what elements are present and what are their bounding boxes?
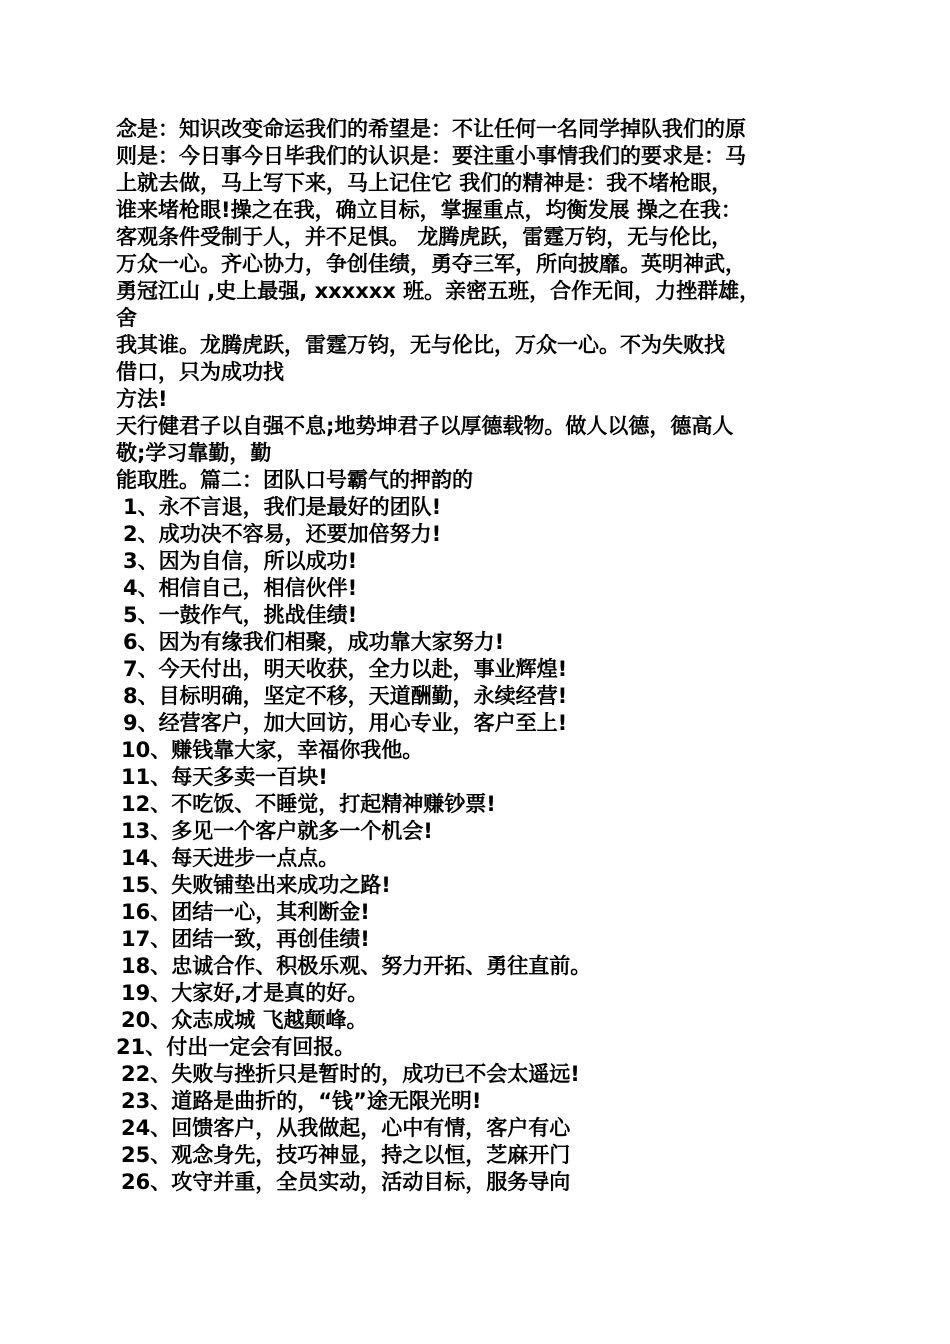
text-line: 客观条件受制于人，并不足惧。 龙腾虎跃，雷霆万钧，无与伦比， xyxy=(116,225,733,249)
text-line: 万众一心。齐心协力，争创佳绩，勇夺三军，所向披靡。英明神武， xyxy=(116,252,746,276)
text-line: 敬;学习靠勤，勤 xyxy=(116,441,272,465)
list-item: 24、回馈客户，从我做起，心中有情，客户有心 xyxy=(121,1116,571,1140)
text-line: 天行健君子以自强不息;地势坤君子以厚德载物。做人以德，德高人 xyxy=(116,414,734,438)
list-item: 13、多见一个客户就多一个机会! xyxy=(121,819,433,843)
list-item: 11、每天多卖一百块! xyxy=(121,765,328,789)
list-item: 8、目标明确，坚定不移，天道酬勤，永续经营! xyxy=(123,684,568,708)
list-item: 21、付出一定会有回报。 xyxy=(116,1035,356,1059)
list-item: 19、大家好,才是真的好。 xyxy=(121,981,369,1005)
text-line: 上就去做，马上写下来，马上记住它 我们的精神是：我不堵枪眼， xyxy=(116,171,733,195)
list-item: 15、失败铺垫出来成功之路! xyxy=(121,873,391,897)
list-item: 14、每天进步一点点。 xyxy=(121,846,340,870)
section-heading: 能取胜。篇二：团队口号霸气的押韵的 xyxy=(116,468,473,492)
list-item: 7、今天付出，明天收获，全力以赴，事业辉煌! xyxy=(123,657,568,681)
list-item: 25、观念身先，技巧神显，持之以恒，芝麻开门 xyxy=(121,1143,571,1167)
list-item: 10、赚钱靠大家，幸福你我他。 xyxy=(121,738,424,762)
list-item: 2、成功决不容易，还要加倍努力! xyxy=(123,522,442,546)
text-line: 念是：知识改变命运我们的希望是：不让任何一名同学掉队我们的原 xyxy=(116,117,746,141)
list-item: 20、众志成城 飞越颠峰。 xyxy=(121,1008,368,1032)
list-item: 23、道路是曲折的，“钱”途无限光明! xyxy=(121,1089,482,1113)
list-item: 3、因为自信，所以成功! xyxy=(123,549,358,573)
list-item: 1、永不言退，我们是最好的团队! xyxy=(123,495,442,519)
text-line: 则是：今日事今日毕我们的认识是：要注重小事情我们的要求是：马 xyxy=(116,144,746,168)
text-line: 舍 xyxy=(116,306,137,330)
list-item: 9、经营客户，加大回访，用心专业，客户至上! xyxy=(123,711,568,735)
list-item: 26、攻守并重，全员实动，活动目标，服务导向 xyxy=(121,1170,571,1194)
text-line: 方法! xyxy=(116,387,168,411)
text-line: 勇冠江山 ,史上最强, xxxxxx 班。亲密五班，合作无间，力挫群雄， xyxy=(116,279,761,303)
text-line: 我其谁。龙腾虎跃，雷霆万钧，无与伦比，万众一心。不为失败找 xyxy=(116,333,725,357)
list-item: 17、团结一致，再创佳绩! xyxy=(121,927,370,951)
list-item: 12、不吃饭、不睡觉，打起精神赚钞票! xyxy=(121,792,496,816)
list-item: 16、团结一心，其利断金! xyxy=(121,900,370,924)
list-item: 4、相信自己，相信伙伴! xyxy=(123,576,358,600)
list-item: 5、一鼓作气，挑战佳绩! xyxy=(123,603,358,627)
text-line: 谁来堵枪眼!操之在我，确立目标，掌握重点，均衡发展 操之在我： xyxy=(116,198,742,222)
text-line: 借口，只为成功找 xyxy=(116,360,284,384)
document-body xyxy=(116,116,846,1196)
list-item: 22、失败与挫折只是暂时的，成功已不会太遥远! xyxy=(121,1062,580,1086)
list-item: 6、因为有缘我们相聚，成功靠大家努力! xyxy=(123,630,505,654)
list-item: 18、忠诚合作、积极乐观、努力开拓、勇往直前。 xyxy=(121,954,592,978)
